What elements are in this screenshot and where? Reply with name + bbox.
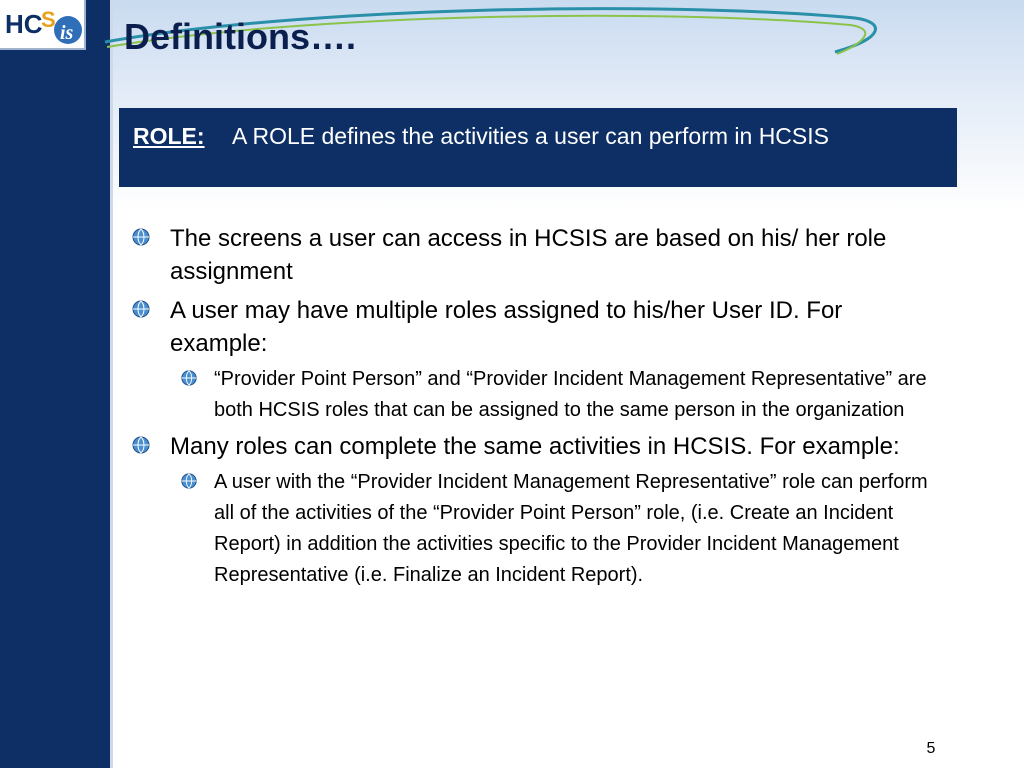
globe-bullet-icon (131, 227, 151, 247)
globe-bullet-icon (131, 299, 151, 319)
globe-bullet-icon (131, 435, 151, 455)
left-sidebar-band (0, 0, 110, 768)
bullet-item (125, 222, 945, 288)
sidebar-edge (110, 0, 113, 768)
sub-bullet-text: “Provider Point Person” and “Provider Incident Management Representative” are both HCSIS roles that can be assigned to the same person in the organization (214, 368, 927, 421)
role-definition-text: A ROLE defines the activities a user can perform in HCSIS (232, 123, 829, 149)
page-number: 5 (926, 740, 936, 757)
sub-bullet-item (125, 467, 945, 591)
globe-bullet-icon (180, 472, 198, 490)
bullet-text: A user may have multiple roles assigned to his/her User ID. For example: (170, 297, 843, 357)
slide-title: Definitions…. (124, 16, 356, 57)
hcsis-logo (0, 0, 86, 50)
logo-text-s: S (41, 7, 56, 32)
bullet-item (125, 430, 945, 463)
sub-bullet-item (125, 364, 945, 426)
globe-bullet-icon (180, 369, 198, 387)
bullet-text: The screens a user can access in HCSIS are based on his/ her role assignment (170, 225, 887, 285)
role-definition-box (119, 108, 957, 187)
sub-bullet-text: A user with the “Provider Incident Management Representative” role can perform all of the activities of the “Provider Point Person” role, (i.e. Create an Incident Report) in addition the activities specific to the Provider Incident Management Representative (i.e. Finalize an Incident Report). (214, 471, 928, 586)
hcsis-logo-mark (0, 0, 86, 50)
logo-text-hc: HC (5, 9, 43, 39)
bullet-list (125, 222, 945, 595)
bullet-item (125, 294, 945, 360)
logo-text-is: is (60, 22, 74, 44)
bullet-text: Many roles can complete the same activities in HCSIS. For example: (170, 433, 900, 460)
role-definition-label: ROLE: (133, 123, 205, 149)
